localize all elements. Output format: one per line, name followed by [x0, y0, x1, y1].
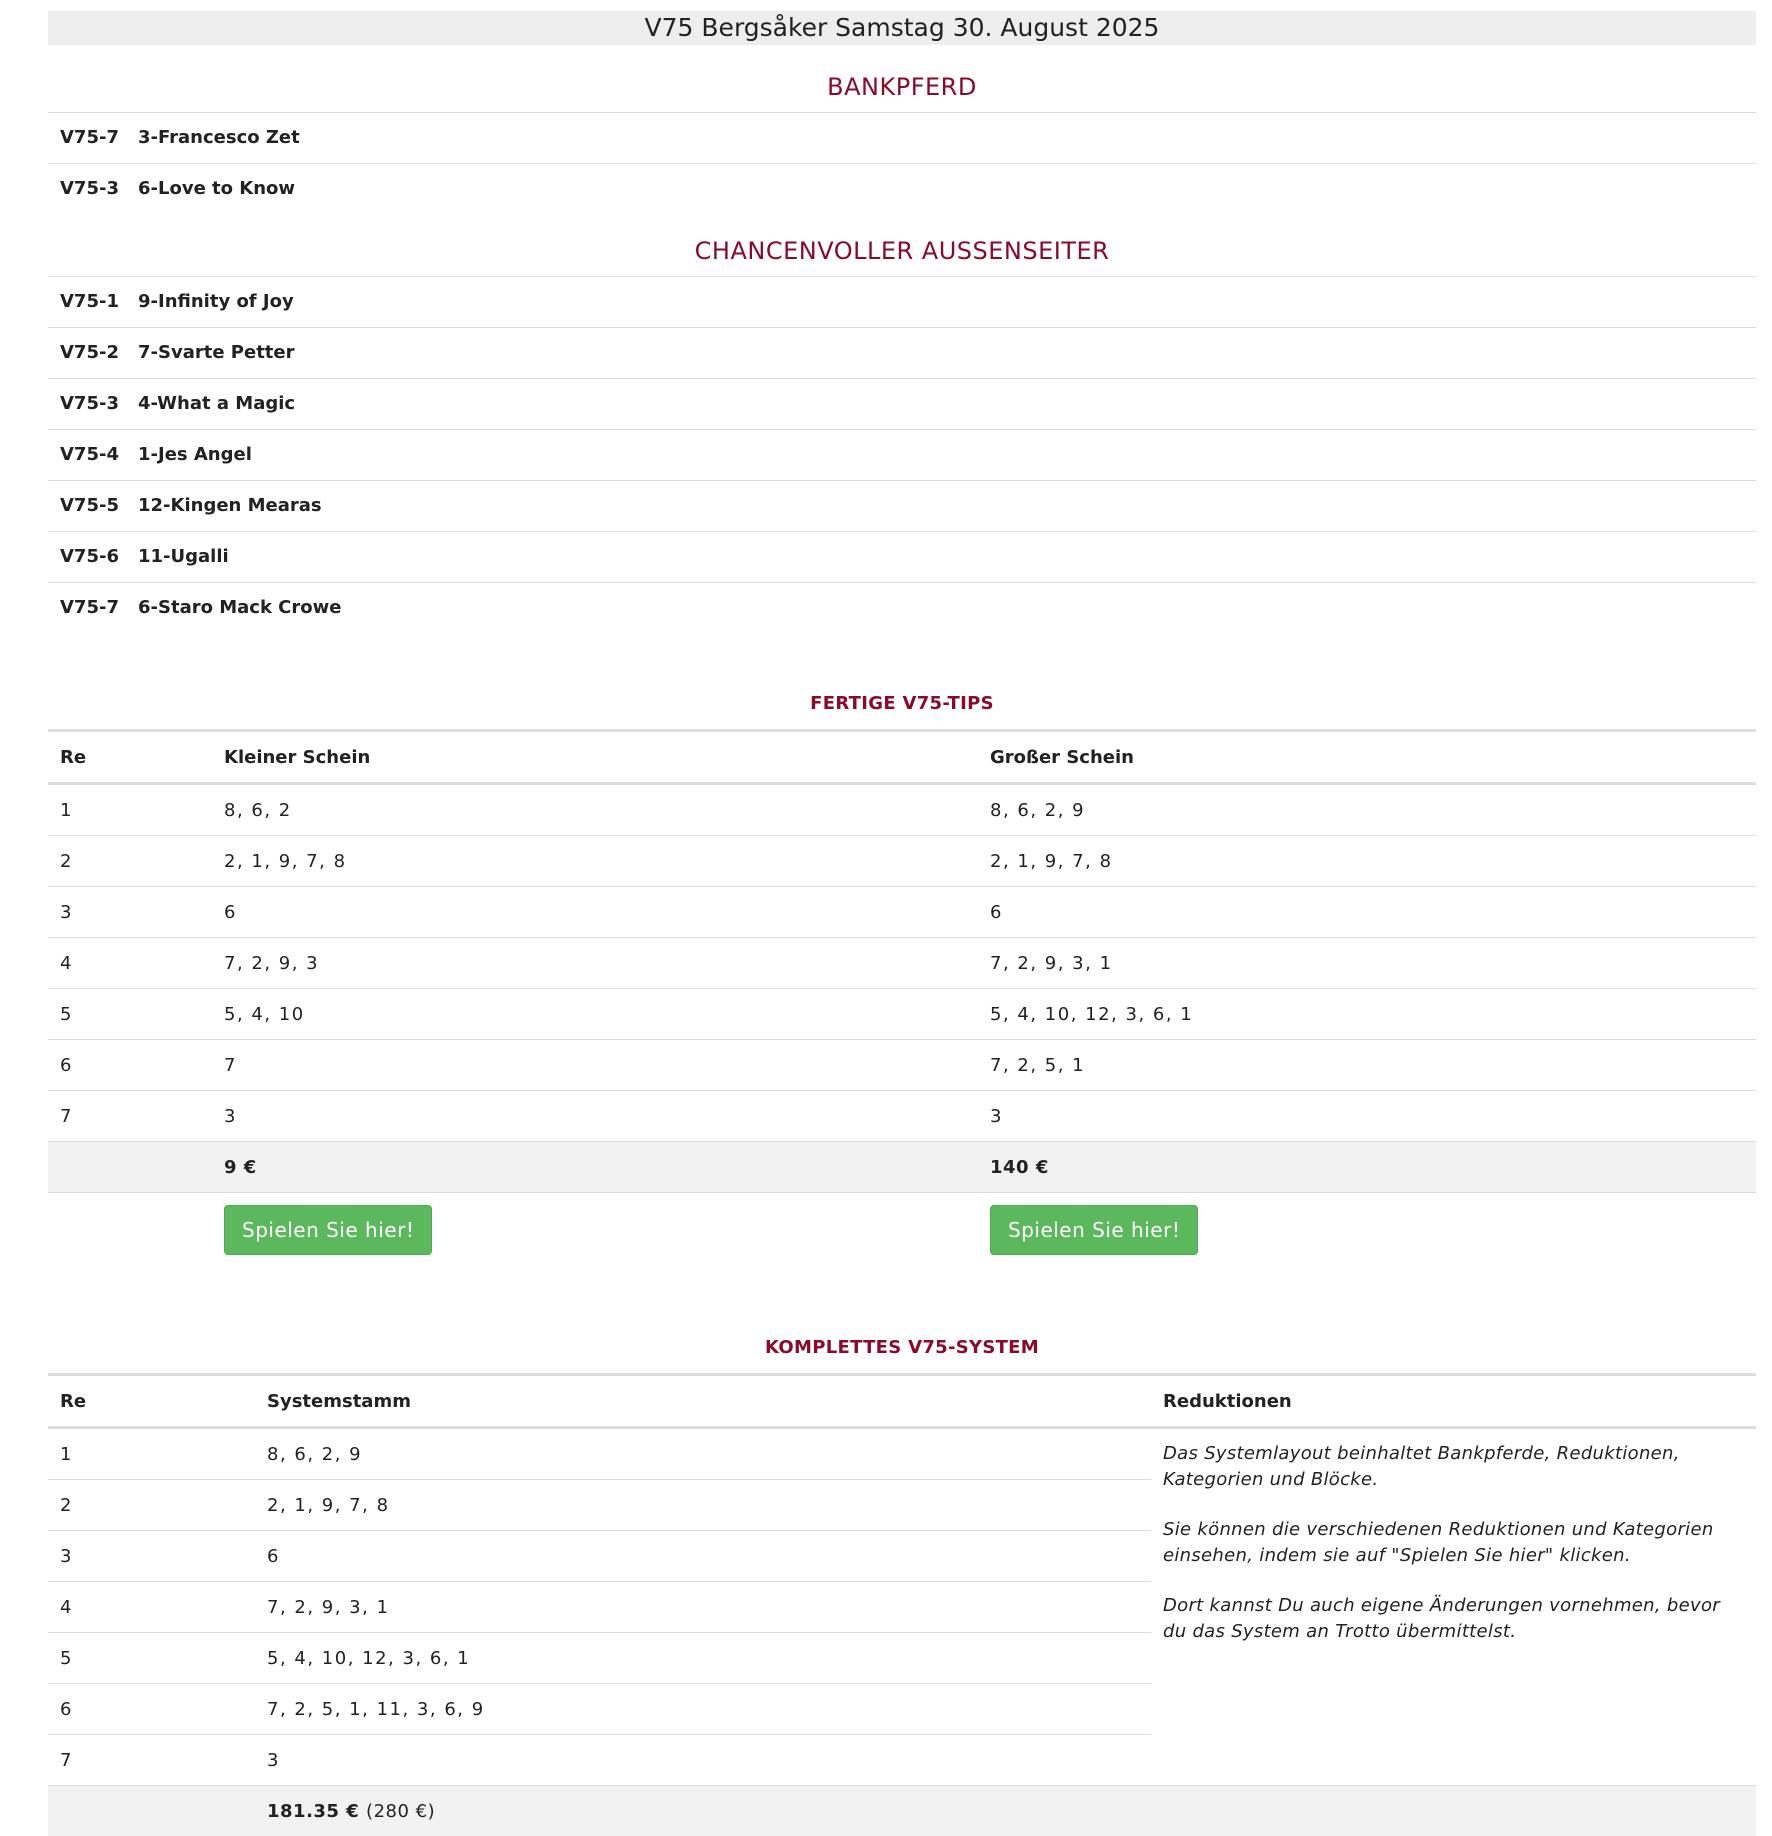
- table-header-row: [48, 731, 1756, 784]
- race-number: 4: [48, 938, 212, 989]
- system-picks: 2, 1, 9, 7, 8: [255, 1480, 1151, 1531]
- race-number: 6: [48, 1684, 255, 1735]
- system-table: [48, 1373, 1756, 1836]
- list-item: [48, 429, 1756, 480]
- button-row: [48, 1193, 1756, 1282]
- list-item: [48, 531, 1756, 582]
- column-header: Systemstamm: [255, 1375, 1151, 1428]
- table-row: [48, 989, 1756, 1040]
- total-empty-cell: [48, 1786, 255, 1836]
- race-number: 5: [48, 989, 212, 1040]
- small-ticket-picks: 7: [212, 1040, 978, 1091]
- race-number: 7: [48, 1091, 212, 1142]
- system-heading: KOMPLETTES V75-SYSTEM: [48, 1333, 1756, 1373]
- aussenseiter-heading: CHANCENVOLLER AUSSENSEITER: [48, 236, 1756, 276]
- system-picks: 5, 4, 10, 12, 3, 6, 1: [255, 1633, 1151, 1684]
- race-number: 3: [48, 1531, 255, 1582]
- small-ticket-price: 9 €: [212, 1142, 978, 1193]
- race-label: V75-7: [60, 583, 138, 633]
- button-empty-cell: [48, 1193, 212, 1282]
- large-ticket-picks: 3: [978, 1091, 1756, 1142]
- race-label: V75-3: [60, 379, 138, 429]
- play-large-ticket-button[interactable]: Spielen Sie hier!: [990, 1205, 1198, 1255]
- race-label: V75-7: [60, 113, 138, 163]
- system-picks: 8, 6, 2, 9: [255, 1428, 1151, 1480]
- button-cell: [212, 1193, 978, 1282]
- total-row: [48, 1786, 1756, 1836]
- aussenseiter-list: [48, 276, 1756, 633]
- race-label: V75-3: [60, 164, 138, 214]
- reductions-paragraph: Das Systemlayout beinhaltet Bankpferde, Reduktionen, Kategorien und Blöcke.: [1163, 1441, 1744, 1493]
- race-label: V75-6: [60, 532, 138, 582]
- horse-name: 7-Svarte Petter: [138, 328, 295, 378]
- large-ticket-picks: 6: [978, 887, 1756, 938]
- race-number: 2: [48, 836, 212, 887]
- total-empty-cell: [1151, 1786, 1756, 1836]
- list-item: [48, 327, 1756, 378]
- race-number: 4: [48, 1582, 255, 1633]
- list-item: [48, 582, 1756, 633]
- list-item: [48, 378, 1756, 429]
- small-ticket-picks: 6: [212, 887, 978, 938]
- table-row: [48, 1040, 1756, 1091]
- large-ticket-picks: 7, 2, 9, 3, 1: [978, 938, 1756, 989]
- system-picks: 7, 2, 5, 1, 11, 3, 6, 9: [255, 1684, 1151, 1735]
- small-ticket-picks: 5, 4, 10: [212, 989, 978, 1040]
- race-number: 1: [48, 784, 212, 836]
- reductions-paragraph: Sie können die verschiedenen Reduktionen und Kategorien einsehen, indem sie auf "Spielen Sie hier" klicken.: [1163, 1517, 1744, 1569]
- list-item: [48, 112, 1756, 163]
- column-header: Großer Schein: [978, 731, 1756, 784]
- column-header: Re: [48, 1375, 255, 1428]
- tips-heading: FERTIGE V75-TIPS: [48, 689, 1756, 729]
- system-price-cell: [255, 1786, 1151, 1836]
- large-ticket-picks: 7, 2, 5, 1: [978, 1040, 1756, 1091]
- race-label: V75-4: [60, 430, 138, 480]
- horse-name: 3-Francesco Zet: [138, 113, 300, 163]
- reductions-text: [1151, 1428, 1756, 1786]
- list-item: [48, 163, 1756, 214]
- race-label: V75-2: [60, 328, 138, 378]
- bankpferd-heading: BANKPFERD: [48, 72, 1756, 112]
- horse-name: 11-Ugalli: [138, 532, 229, 582]
- race-number: 2: [48, 1480, 255, 1531]
- system-picks: 6: [255, 1531, 1151, 1582]
- race-number: 3: [48, 887, 212, 938]
- table-row: [48, 887, 1756, 938]
- horse-name: 1-Jes Angel: [138, 430, 252, 480]
- table-row: [48, 784, 1756, 836]
- race-label: V75-5: [60, 481, 138, 531]
- column-header: Kleiner Schein: [212, 731, 978, 784]
- horse-name: 9-Infinity of Joy: [138, 277, 294, 327]
- small-ticket-picks: 7, 2, 9, 3: [212, 938, 978, 989]
- column-header: Re: [48, 731, 212, 784]
- large-ticket-picks: 8, 6, 2, 9: [978, 784, 1756, 836]
- button-cell: [978, 1193, 1756, 1282]
- bankpferd-list: [48, 112, 1756, 214]
- table-row: [48, 1428, 1756, 1480]
- horse-name: 6-Staro Mack Crowe: [138, 583, 341, 633]
- large-ticket-picks: 5, 4, 10, 12, 3, 6, 1: [978, 989, 1756, 1040]
- column-header: Reduktionen: [1151, 1375, 1756, 1428]
- horse-name: 4-What a Magic: [138, 379, 295, 429]
- small-ticket-picks: 3: [212, 1091, 978, 1142]
- play-small-ticket-button[interactable]: Spielen Sie hier!: [224, 1205, 432, 1255]
- system-picks: 3: [255, 1735, 1151, 1786]
- system-picks: 7, 2, 9, 3, 1: [255, 1582, 1151, 1633]
- total-row: [48, 1142, 1756, 1193]
- race-number: 7: [48, 1735, 255, 1786]
- tips-table: [48, 729, 1756, 1281]
- table-row: [48, 836, 1756, 887]
- race-number: 6: [48, 1040, 212, 1091]
- small-ticket-picks: 2, 1, 9, 7, 8: [212, 836, 978, 887]
- list-item: [48, 276, 1756, 327]
- reductions-paragraph: Dort kannst Du auch eigene Änderungen vornehmen, bevor du das System an Trotto übermittelst.: [1163, 1593, 1744, 1645]
- small-ticket-picks: 8, 6, 2: [212, 784, 978, 836]
- horse-name: 12-Kingen Mearas: [138, 481, 322, 531]
- race-number: 5: [48, 1633, 255, 1684]
- horse-name: 6-Love to Know: [138, 164, 295, 214]
- system-price: 181.35 €: [267, 1801, 359, 1822]
- page: [48, 11, 1756, 1836]
- table-row: [48, 1091, 1756, 1142]
- system-full-price: (280 €): [366, 1801, 435, 1822]
- list-item: [48, 480, 1756, 531]
- table-row: [48, 938, 1756, 989]
- race-number: 1: [48, 1428, 255, 1480]
- race-label: V75-1: [60, 277, 138, 327]
- total-empty-cell: [48, 1142, 212, 1193]
- large-ticket-picks: 2, 1, 9, 7, 8: [978, 836, 1756, 887]
- table-header-row: [48, 1375, 1756, 1428]
- page-title: V75 Bergsåker Samstag 30. August 2025: [48, 11, 1756, 45]
- large-ticket-price: 140 €: [978, 1142, 1756, 1193]
